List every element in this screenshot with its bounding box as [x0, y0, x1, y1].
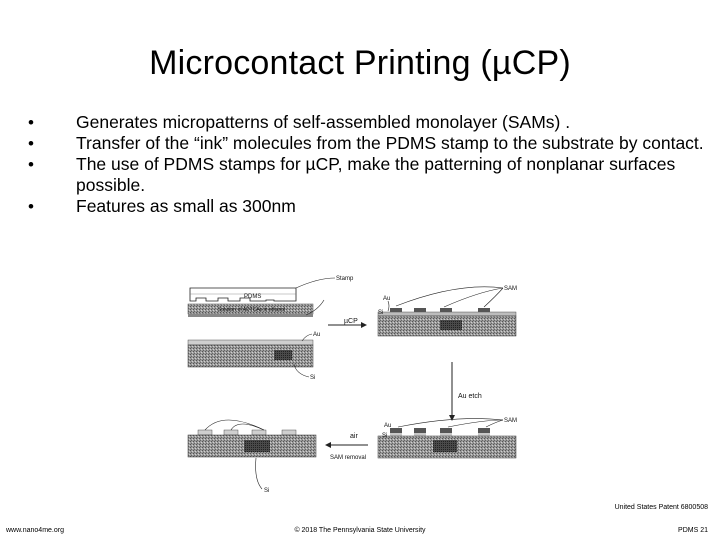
bullet-text: Transfer of the “ink” molecules from the PDMS stamp to the substrate by contact.: [76, 133, 704, 153]
stamp-label: Stamp: [336, 276, 354, 282]
sam-removal-label: SAM removal: [330, 455, 367, 461]
slide-title: Microcontact Printing (µCP): [149, 44, 571, 82]
patterned-substrate-top: [378, 286, 517, 336]
si-bottom-label: Si: [264, 488, 270, 494]
footer-slide-number: PDMS 21: [678, 527, 708, 534]
pdms-label: PDMS: [244, 294, 262, 300]
patent-citation: United States Patent 6800508: [614, 504, 708, 511]
substrate-left: [188, 332, 320, 381]
au-bottom-label: Au: [384, 423, 392, 429]
bullet-marker: •: [28, 197, 34, 216]
si-mid-label: Si: [310, 375, 316, 381]
bullet-list: [28, 112, 708, 217]
bullet-text: Features as small as 300nm: [76, 196, 296, 216]
bullet-marker: •: [28, 155, 34, 174]
bullet-item: [28, 112, 708, 133]
final-substrate: [188, 420, 316, 494]
bullet-text: The use of PDMS stamps for µCP, make the patterning of nonplanar surfaces possible.: [76, 154, 676, 195]
solution-label: Solution of ADTCAs in ethanol: [218, 307, 286, 313]
bullet-marker: •: [28, 134, 34, 153]
bullet-text: Generates micropatterns of self-assembled monolayer (SAMs) .: [76, 112, 571, 132]
footer-copyright: © 2018 The Pennsylvania State University: [294, 527, 426, 534]
au-etch-label: Au etch: [458, 393, 482, 400]
sam-bottom-label: SAM: [504, 418, 518, 424]
ucp-process-diagram: [178, 270, 528, 495]
bullet-item: [28, 133, 708, 154]
etched-substrate: [378, 418, 517, 458]
footer-website: www.nano4me.org: [6, 527, 64, 534]
si-bottom-mid-label: Si: [382, 433, 388, 439]
si-top-label: Si: [378, 310, 384, 316]
ucp-label: µCP: [344, 318, 358, 325]
au-mid-label: Au: [313, 332, 321, 338]
air-label: air: [350, 433, 358, 440]
bullet-marker: •: [28, 113, 34, 132]
stamp-inking-step: [188, 276, 354, 317]
sam-top-label: SAM: [504, 286, 518, 292]
au-top-label: Au: [383, 296, 391, 302]
bullet-item: [28, 196, 708, 217]
bullet-item: [28, 154, 708, 196]
